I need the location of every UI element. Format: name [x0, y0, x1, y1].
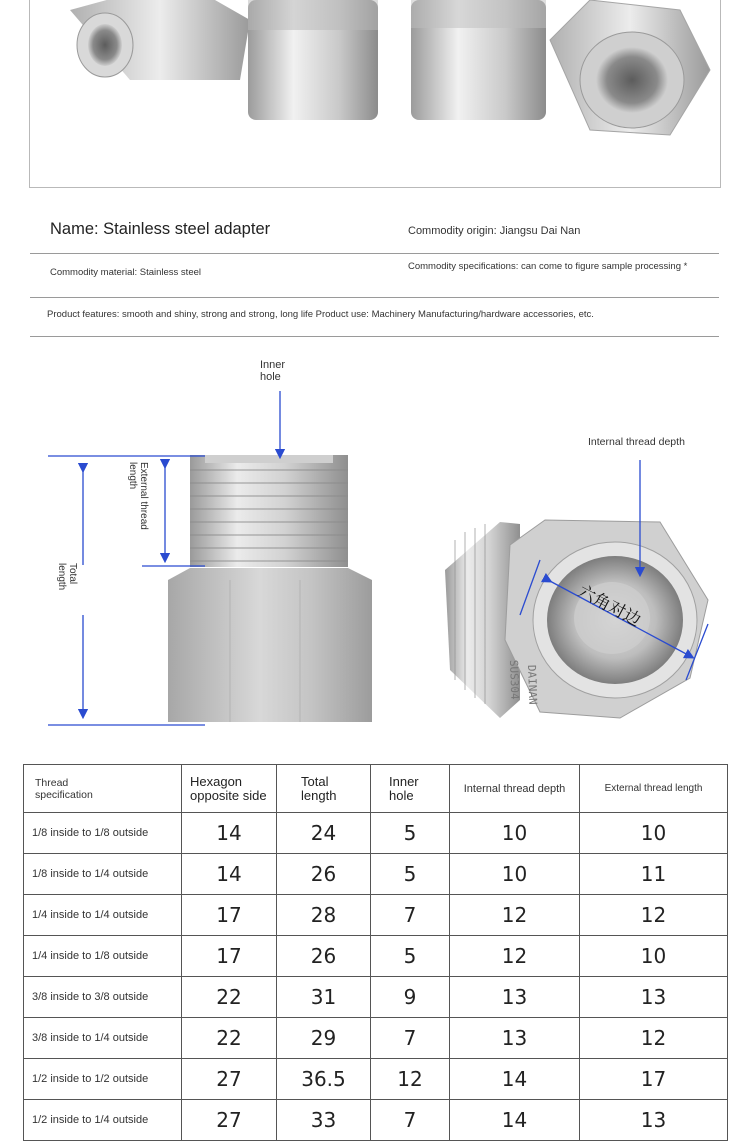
- header-inner-hole: Inner hole: [371, 765, 450, 813]
- external-length-cell: 12: [580, 1018, 728, 1059]
- table-row: [24, 813, 728, 854]
- table-header-row: [24, 765, 728, 813]
- spec-table-body: [24, 813, 728, 1141]
- spec-table: [23, 764, 728, 1141]
- adapter-end-view: [445, 520, 708, 718]
- total-length-cell: 33: [277, 1100, 371, 1141]
- hexagon-cell: 27: [182, 1100, 277, 1141]
- dimension-diagram: [0, 340, 750, 750]
- thread-spec-cell: 3/8 inside to 1/4 outside: [24, 1018, 182, 1059]
- table-row: [24, 895, 728, 936]
- hexagon-cell: 22: [182, 977, 277, 1018]
- thread-spec-cell: 1/4 inside to 1/8 outside: [24, 936, 182, 977]
- thread-spec-cell: 1/4 inside to 1/4 outside: [24, 895, 182, 936]
- product-name: Name: Stainless steel adapter: [50, 220, 271, 238]
- divider: [30, 253, 719, 254]
- external-length-cell: 17: [580, 1059, 728, 1100]
- commodity-origin: Commodity origin: Jiangsu Dai Nan: [408, 225, 581, 237]
- total-length-cell: 29: [277, 1018, 371, 1059]
- external-length-cell: 13: [580, 977, 728, 1018]
- internal-depth-cell: 13: [450, 977, 580, 1018]
- internal-depth-cell: 12: [450, 895, 580, 936]
- thread-spec-cell: 1/8 inside to 1/4 outside: [24, 854, 182, 895]
- inner-hole-cell: 7: [371, 1018, 450, 1059]
- internal-depth-cell: 10: [450, 813, 580, 854]
- hexagon-cell: 14: [182, 854, 277, 895]
- commodity-specifications: Commodity specifications: can come to figure sample processing *: [408, 261, 688, 272]
- hexagon-cell: 17: [182, 895, 277, 936]
- stainless-fittings-photo: [30, 0, 720, 187]
- fitting-4: [550, 0, 710, 135]
- external-length-cell: 12: [580, 895, 728, 936]
- header-hexagon-opposite-side: Hexagon opposite side: [182, 765, 277, 813]
- header-external-thread-length: External thread length: [580, 765, 728, 813]
- inner-hole-cell: 7: [371, 895, 450, 936]
- total-length-cell: 36.5: [277, 1059, 371, 1100]
- header-thread-specification: Thread specification: [24, 765, 182, 813]
- table-row: [24, 977, 728, 1018]
- external-length-cell: 13: [580, 1100, 728, 1141]
- commodity-material: Commodity material: Stainless steel: [50, 267, 201, 278]
- thread-spec-cell: 1/8 inside to 1/8 outside: [24, 813, 182, 854]
- total-length-cell: 26: [277, 936, 371, 977]
- inner-hole-cell: 5: [371, 813, 450, 854]
- external-length-cell: 10: [580, 813, 728, 854]
- inner-hole-label: Inner hole: [260, 359, 286, 383]
- fitting-1: [70, 0, 250, 80]
- hexagon-cell: 27: [182, 1059, 277, 1100]
- total-length-cell: 28: [277, 895, 371, 936]
- internal-depth-cell: 12: [450, 936, 580, 977]
- internal-depth-cell: 14: [450, 1059, 580, 1100]
- adapter-side-view: [168, 455, 372, 722]
- divider: [30, 297, 719, 298]
- total-length-label: Total length: [56, 563, 78, 591]
- fitting-2: [248, 0, 378, 120]
- table-row: [24, 1018, 728, 1059]
- total-length-cell: 31: [277, 977, 371, 1018]
- fitting-3: [411, 0, 546, 120]
- hex-opposite-side-label: 六角对边: [574, 581, 644, 632]
- inner-hole-cell: 7: [371, 1100, 450, 1141]
- external-length-cell: 10: [580, 936, 728, 977]
- header-total-length: Total length: [277, 765, 371, 813]
- internal-depth-cell: 10: [450, 854, 580, 895]
- product-features: Product features: smooth and shiny, strong and strong, long life Product use: Machinery Manufacturing/hardware accessories, etc.: [47, 309, 594, 320]
- total-length-cell: 24: [277, 813, 371, 854]
- body-marking-brand: DAINAN: [525, 664, 540, 705]
- inner-hole-cell: 12: [371, 1059, 450, 1100]
- table-row: [24, 1059, 728, 1100]
- table-row: [24, 1100, 728, 1141]
- header-internal-thread-depth: Internal thread depth: [450, 765, 580, 813]
- hexagon-cell: 14: [182, 813, 277, 854]
- inner-hole-cell: 9: [371, 977, 450, 1018]
- total-length-cell: 26: [277, 854, 371, 895]
- thread-spec-cell: 1/2 inside to 1/4 outside: [24, 1100, 182, 1141]
- external-thread-length-label: External thread length: [127, 462, 149, 530]
- thread-spec-cell: 3/8 inside to 3/8 outside: [24, 977, 182, 1018]
- inner-hole-cell: 5: [371, 854, 450, 895]
- product-photo: [29, 0, 721, 188]
- external-length-cell: 11: [580, 854, 728, 895]
- table-row: [24, 854, 728, 895]
- internal-thread-depth-label: Internal thread depth: [588, 436, 685, 448]
- internal-depth-cell: 13: [450, 1018, 580, 1059]
- table-row: [24, 936, 728, 977]
- hexagon-cell: 22: [182, 1018, 277, 1059]
- hexagon-cell: 17: [182, 936, 277, 977]
- internal-depth-cell: 14: [450, 1100, 580, 1141]
- inner-hole-cell: 5: [371, 936, 450, 977]
- body-marking-sus: SUS304: [507, 659, 522, 700]
- divider: [30, 336, 719, 337]
- thread-spec-cell: 1/2 inside to 1/2 outside: [24, 1059, 182, 1100]
- diagram-graphics: [0, 340, 750, 750]
